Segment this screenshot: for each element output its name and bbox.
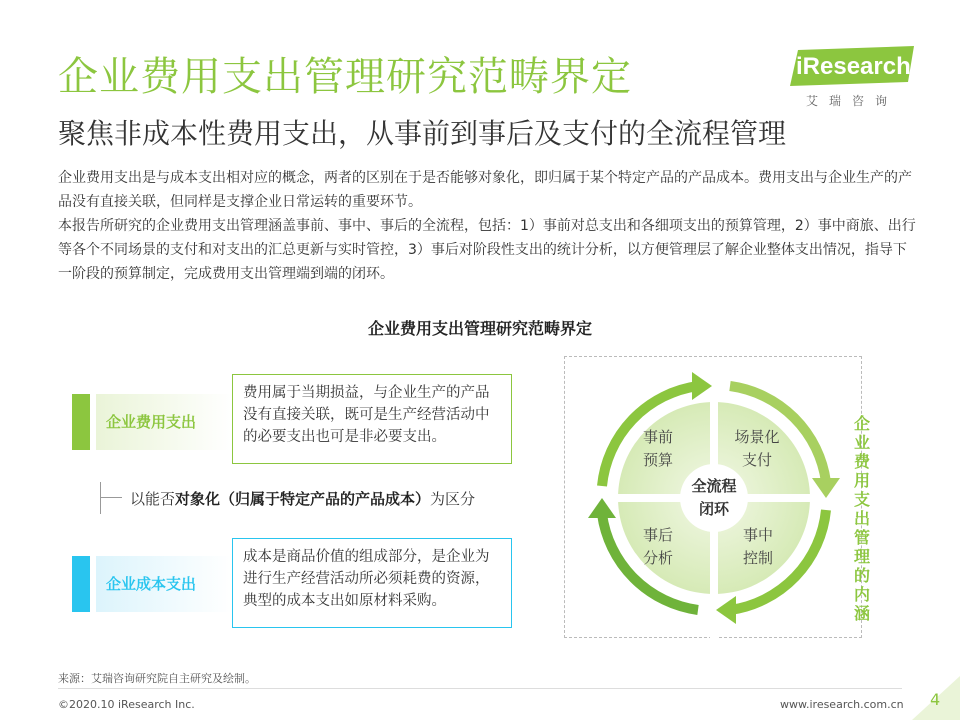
cost-label: 企业成本支出 xyxy=(106,575,197,593)
quadrant-mid-control xyxy=(730,524,786,570)
page-number: 4 xyxy=(930,690,941,709)
quadrant-post-analysis-line1: 事后 xyxy=(642,526,673,544)
footer-divider xyxy=(58,688,902,689)
criterion-suffix: 为区分 xyxy=(430,490,476,508)
quadrant-scene-payment-line1: 场景化 xyxy=(734,428,780,446)
criterion-text xyxy=(130,488,475,509)
quadrant-pre-budget xyxy=(630,426,686,472)
intro-paragraph-2: 本报告所研究的企业费用支出管理涵盖事前、事中、事后的全流程，包括：1）事前对总支出和各细项支出的预算管理，2）事中商旅、出行等各个不同场景的支付和对支出的汇总更新与实时管控，3）事后对阶段性支出的统计分析，以方便管理层了解企业整体支出情况，指导下一阶段的预算制定，完成费用支出管理端到端的闭环。 xyxy=(58,218,916,282)
quadrant-mid-control-line2: 控制 xyxy=(742,549,773,567)
intro-text xyxy=(58,166,920,286)
expense-label: 企业费用支出 xyxy=(106,413,197,431)
cycle-center-line1: 全流程 xyxy=(691,477,737,495)
criterion-bold: 对象化（归属于特定产品的产品成本） xyxy=(175,490,431,508)
quadrant-scene-payment-line2: 支付 xyxy=(741,451,772,469)
expense-marker-bar xyxy=(72,394,90,450)
intro-paragraph-1: 企业费用支出是与成本支出相对应的概念，两者的区别在于是否能够对象化，即归属于某个特定产品的产品成本。费用支出与企业生产的产品没有直接关联，但同样是支撑企业日常运转的重要环节。 xyxy=(58,170,912,210)
logo-subtitle: 艾瑞咨询 xyxy=(806,94,899,108)
page-title: 企业费用支出管理研究范畴界定 xyxy=(58,54,632,100)
cost-marker-bar xyxy=(72,556,90,612)
quadrant-mid-control-line1: 事中 xyxy=(742,526,773,544)
cycle-arrow-top-left xyxy=(692,372,712,400)
cost-description-box: 成本是商品价值的组成部分，是企业为进行生产经营活动所必须耗费的资源，典型的成本支出如原材料采购。 xyxy=(232,538,512,628)
quadrant-post-analysis xyxy=(630,524,686,570)
quadrant-pre-budget-line2: 预算 xyxy=(642,451,673,469)
footer-copyright: ©2020.10 iResearch Inc. xyxy=(58,698,195,711)
cycle-center-label xyxy=(680,475,748,521)
quadrant-post-analysis-line2: 分析 xyxy=(642,549,673,567)
source-note: 来源：艾瑞咨询研究院自主研究及绘制。 xyxy=(58,672,256,685)
quadrant-pre-budget-line1: 事前 xyxy=(642,428,673,446)
quadrant-scene-payment xyxy=(724,426,790,472)
page-subtitle: 聚焦非成本性费用支出，从事前到事后及支付的全流程管理 xyxy=(58,117,787,150)
footer-url: www.iresearch.com.cn xyxy=(780,698,904,711)
vertical-scope-label: 企业费用支出管理的内涵 xyxy=(853,414,870,623)
logo-wordmark: iResearch xyxy=(796,53,911,80)
criterion-prefix: 以能否 xyxy=(130,490,176,508)
criterion-bracket xyxy=(100,482,112,514)
cycle-center-line2: 闭环 xyxy=(698,500,729,518)
diagram-title: 企业费用支出管理研究范畴界定 xyxy=(367,319,592,338)
criterion-connector xyxy=(100,497,122,498)
expense-description-box: 费用属于当期损益，与企业生产的产品没有直接关联，既可是生产经营活动中的必要支出也可是非必要支出。 xyxy=(232,374,512,464)
cycle-arrow-bottom-right xyxy=(716,596,736,624)
